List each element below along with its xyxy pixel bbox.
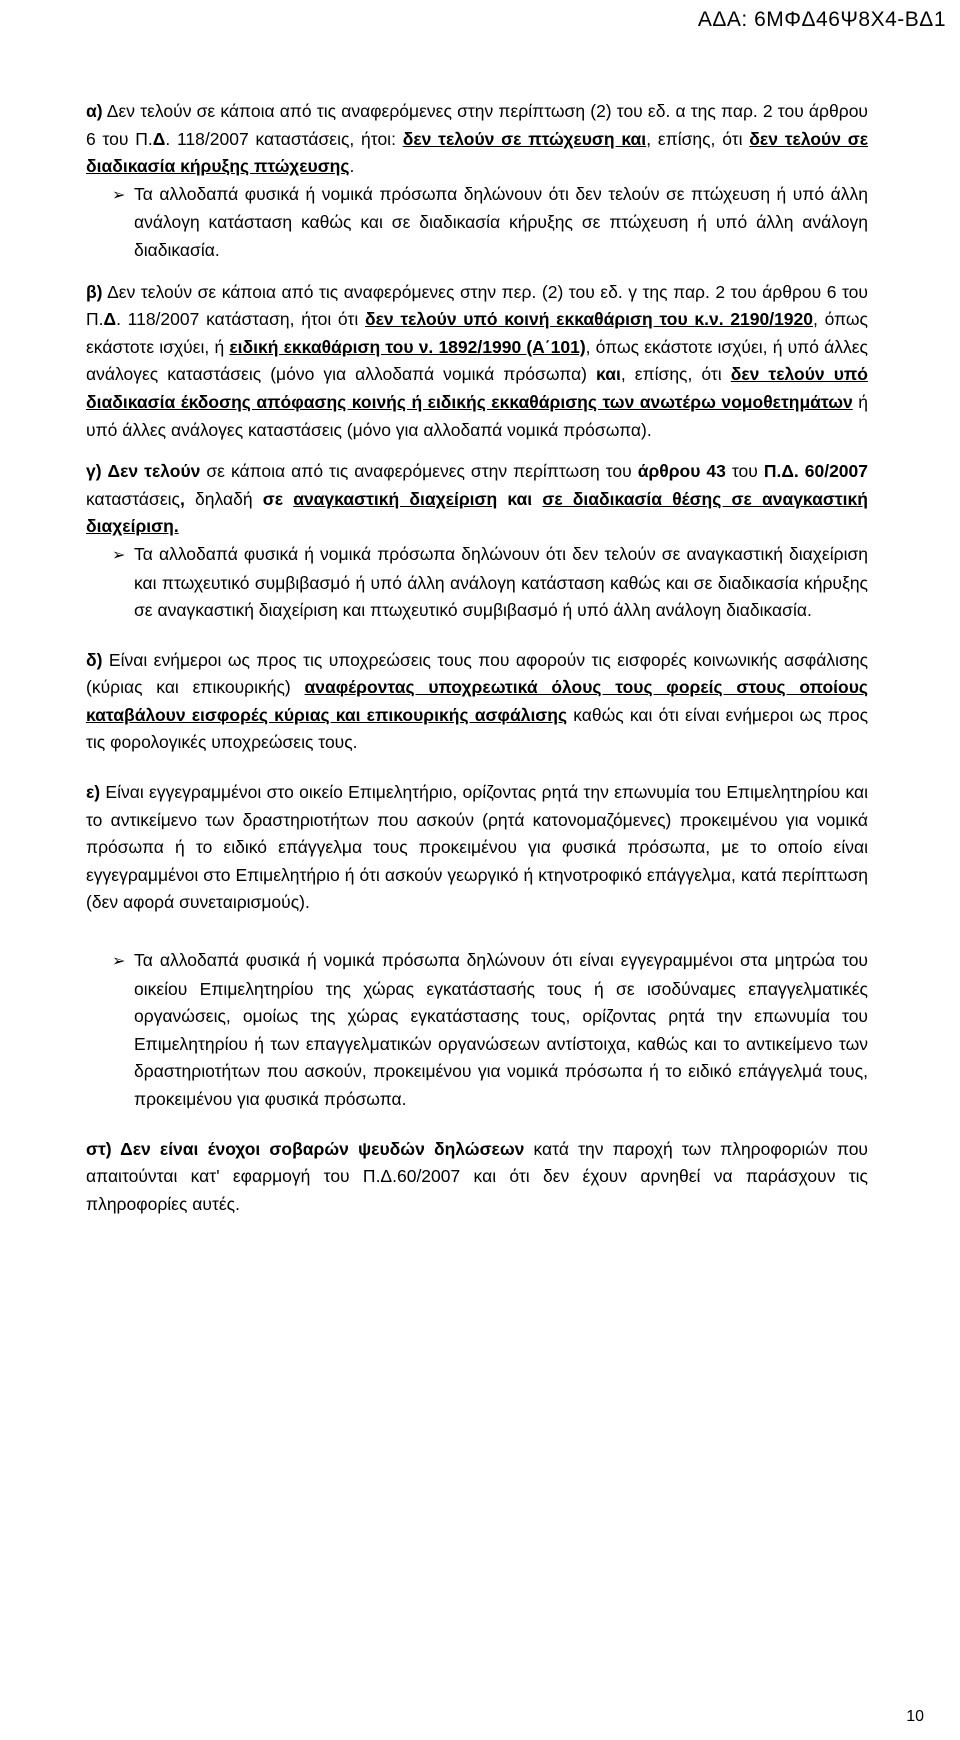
arrow-bullet-icon: ➢ [112,953,126,971]
section-st-label: στ) [86,1138,112,1159]
section-a-emphasis-2: δεν τελούν σε διαδικασία κήρυξης πτώχευσης [86,128,869,177]
document-code: ΑΔΑ: 6ΜΦΔ46Ψ8Χ4-ΒΔ1 [697,8,946,31]
section-d-label: δ) [86,649,103,670]
section-d: δ) Είναι ενήμεροι ως προς τις υποχρεώσεις τους που αφορούν τις εισφορές κοινωνικής ασφάλισης (κύριας και επικουρικής) αναφέροντας υποχρεωτικά όλους τους φορείς στους οποίους καταβάλουν εισφορές κύριας και επικουρικής ασφάλισης καθώς και ότι είναι ενήμεροι ως προς τις φορολογικές υποχρεώσεις τους. [86,649,869,753]
section-b: β) Δεν τελούν σε κάποια από τις αναφερόμενες στην περ. (2) του εδ. γ της παρ. 2 του άρθρου 6 του Π.Δ. 118/2007 κατάσταση, ήτοι ότι δεν τελούν υπό κοινή εκκαθάριση του κ.ν. 2190/1920, όπως εκάστοτε ισχύει, ή ειδική εκκαθάριση του ν. 1892/1990 (Α΄101), όπως εκάστοτε ισχύει, ή υπό άλλες ανάλογες καταστάσεις (μόνο για αλλοδαπά νομικά πρόσωπα) και, επίσης, ότι δεν τελούν υπό διαδικασία έκδοσης απόφασης κοινής ή ειδικής εκκαθάρισης των ανωτέρω νομοθετημάτων ή υπό άλλες ανάλογες καταστάσεις (μόνο για αλλοδαπά νομικά πρόσωπα). [86,281,868,440]
section-a: α) Δεν τελούν σε κάποια από τις αναφερόμενες στην περίπτωση (2) του εδ. α της παρ. 2 του άρθρου 6 του Π.Δ. 118/2007 καταστάσεις, ήτοι: δεν τελούν σε πτώχευση και, επίσης, ότι δεν τελούν σε διαδικασία κήρυξης πτώχευσης. [86,101,869,177]
section-a-bullet: ➢ Τα αλλοδαπά φυσικά ή νομικά πρόσωπα δηλώνουν ότι δεν τελούν σε πτώχευση ή υπό άλλη ανάλογη κατάσταση καθώς και σε διαδικασία κήρυξης σε πτώχευση ή υπό άλλη ανάλογη διαδικασία. [112,183,868,260]
arrow-bullet-icon: ➢ [112,186,126,204]
section-c: γ) Δεν τελούν σε κάποια από τις αναφερόμενες στην περίπτωση του άρθρου 43 του Π.Δ. 60/2007 καταστάσεις, δηλαδή σε αναγκαστική διαχείριση και σε διαδικασία θέσης σε αναγκαστική διαχείριση. [86,461,869,537]
section-e-label: ε) [86,782,101,803]
document-body [86,98,868,1218]
page-number: 10 [906,1708,924,1725]
section-a-emphasis-1: δεν τελούν σε πτώχευση και [402,128,647,149]
section-c-bullet: ➢ Τα αλλοδαπά φυσικά ή νομικά πρόσωπα δηλώνουν ότι δεν τελούν σε αναγκαστική διαχείριση και πτωχευτικό συμβιβασμό ή υπό άλλη ανάλογη κατάσταση καθώς και σε διαδικασία κήρυξης σε αναγκαστική διαχείριση και πτωχευτικό συμβιβασμό ή υπό άλλη ανάλογη διαδικασία. [112,543,868,621]
section-e: ε) Είναι εγγεγραμμένοι στο οικείο Επιμελητήριο, ορίζοντας ρητά την επωνυμία του Επιμελητηρίου και το αντικείμενο των δραστηριοτήτων που ασκούν (ρητά κατονομαζόμενες) προκειμένου για νομικά πρόσωπα ή το ειδικό επάγγελμα τους προκειμένου για φυσικά πρόσωπα, με το οποίο είναι εγγεγραμμένοι στο Επιμελητήριο ή ότι ασκούν γεωργικό ή κτηνοτροφικό επάγγελμα, κατά περίπτωση (δεν αφορά συνεταιρισμούς). [86,782,868,913]
section-a-label: α) [86,101,103,121]
section-c-label: γ) [86,461,102,482]
arrow-bullet-icon: ➢ [112,546,126,564]
section-e-bullet: ➢ Τα αλλοδαπά φυσικά ή νομικά πρόσωπα δηλώνουν ότι είναι εγγεγραμμένοι στα μητρώα του οικείου Επιμελητηρίου της χώρας εγκατάστασής τους ή σε ισοδύναμες επαγγελματικές οργανώσεις, ομοίως της χώρας εγκατάστασης τους, ορίζοντας ρητά την επωνυμία του Επιμελητηρίου ή των επαγγελματικών οργανώσεων αντίστοιχα, καθώς και το αντικείμενο των δραστηριοτήτων που ασκούν, προκειμένου για νομικά πρόσωπα ή το ειδικό επάγγελμά τους, προκειμένου για φυσικά πρόσωπα. [112,950,868,1109]
section-b-label: β) [86,281,103,302]
section-st: στ) Δεν είναι ένοχοι σοβαρών ψευδών δηλώσεων κατά την παροχή των πληροφοριών που απαιτούνται κατ' εφαρμογή του Π.Δ.60/2007 και ότι δεν έχουν αρνηθεί να παράσχουν τις πληροφορίες αυτές. [86,1138,868,1214]
